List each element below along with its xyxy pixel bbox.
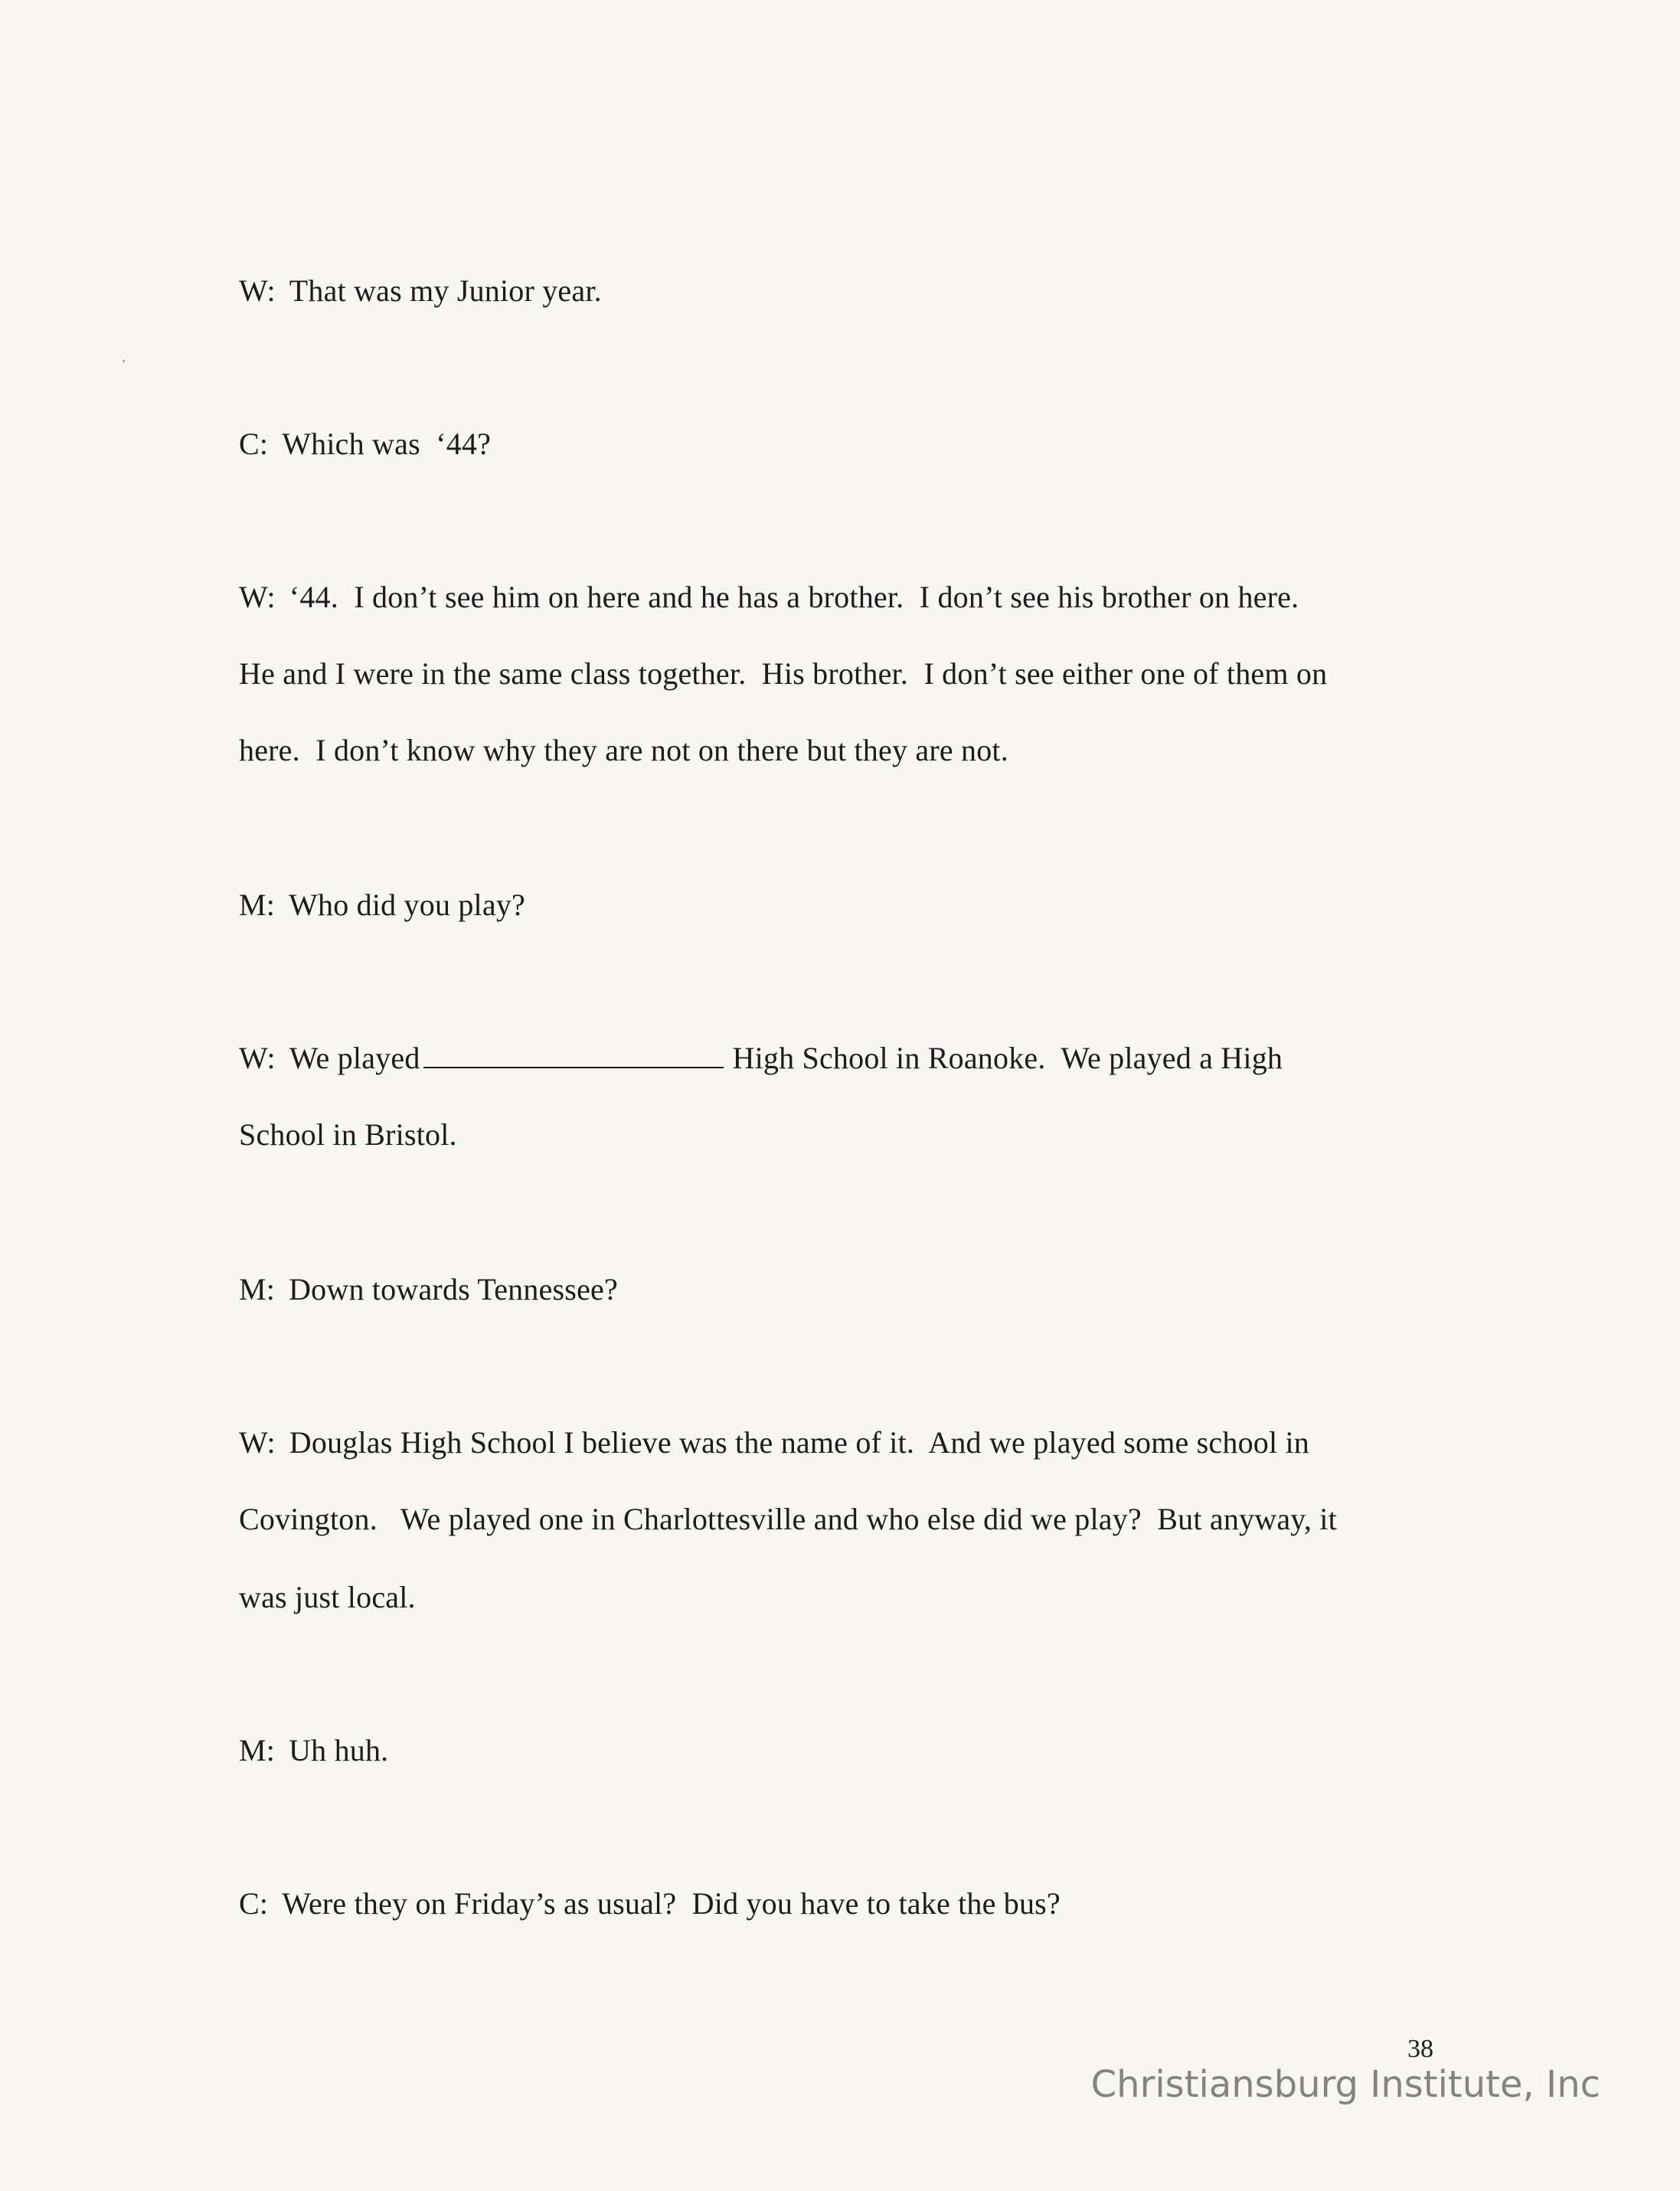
utterance-text: Douglas High School I believe was the name of it. And we played some school in	[289, 1425, 1310, 1460]
speaker-label: C:	[239, 1886, 269, 1921]
utterance-text: School in Bristol.	[239, 1117, 457, 1152]
speaker-label: W:	[239, 1425, 276, 1460]
utterance-text: Covington. We played one in Charlottesville and who else did we play? But anyway, it	[239, 1502, 1337, 1536]
transcript-line	[239, 426, 491, 463]
speaker-label: W:	[239, 580, 276, 614]
utterance-text: Down towards Tennessee?	[289, 1272, 618, 1306]
utterance-text: He and I were in the same class together. His brother. I don’t see either one of them on	[239, 656, 1328, 691]
page-number: 38	[1407, 2035, 1433, 2063]
utterance-text: Who did you play?	[289, 888, 525, 922]
utterance-text: Uh huh.	[289, 1733, 389, 1768]
transcript-line	[239, 1885, 1061, 1922]
utterance-text: Which was ‘44?	[282, 427, 492, 461]
transcript-line	[239, 1732, 388, 1769]
transcript-line-continuation	[239, 1117, 457, 1153]
speaker-label: M:	[239, 888, 276, 922]
blank-fill-line	[423, 1044, 724, 1068]
transcript-line-continuation	[239, 732, 1008, 769]
utterance-text: ‘44. I don’t see him on here and he has a brother. I don’t see his brother on here.	[289, 580, 1299, 614]
utterance-text: Were they on Friday’s as usual? Did you have to take the bus?	[282, 1886, 1061, 1921]
speaker-label: W:	[239, 1041, 276, 1075]
utterance-text: High School in Roanoke. We played a High	[732, 1041, 1283, 1075]
transcript-line-continuation	[239, 656, 1327, 692]
paper-speck	[123, 360, 125, 362]
transcript-line	[239, 579, 1299, 616]
transcript-line	[239, 273, 602, 309]
transcript-line	[239, 887, 525, 924]
transcript-line	[239, 1040, 1283, 1077]
utterance-text: here. I don’t know why they are not on there but they are not.	[239, 733, 1008, 767]
utterance-text: We played	[289, 1041, 420, 1075]
transcript-line	[239, 1271, 618, 1308]
utterance-text: was just local.	[239, 1580, 416, 1614]
transcript-line	[239, 1424, 1309, 1461]
transcript-line-continuation	[239, 1501, 1337, 1538]
speaker-label: C:	[239, 427, 269, 461]
watermark-text: Christiansburg Institute, Inc	[1090, 2063, 1600, 2106]
utterance-text: That was my Junior year.	[289, 273, 602, 308]
transcript-line-continuation	[239, 1579, 416, 1616]
speaker-label: M:	[239, 1733, 276, 1768]
speaker-label: W:	[239, 273, 276, 308]
speaker-label: M:	[239, 1272, 276, 1306]
